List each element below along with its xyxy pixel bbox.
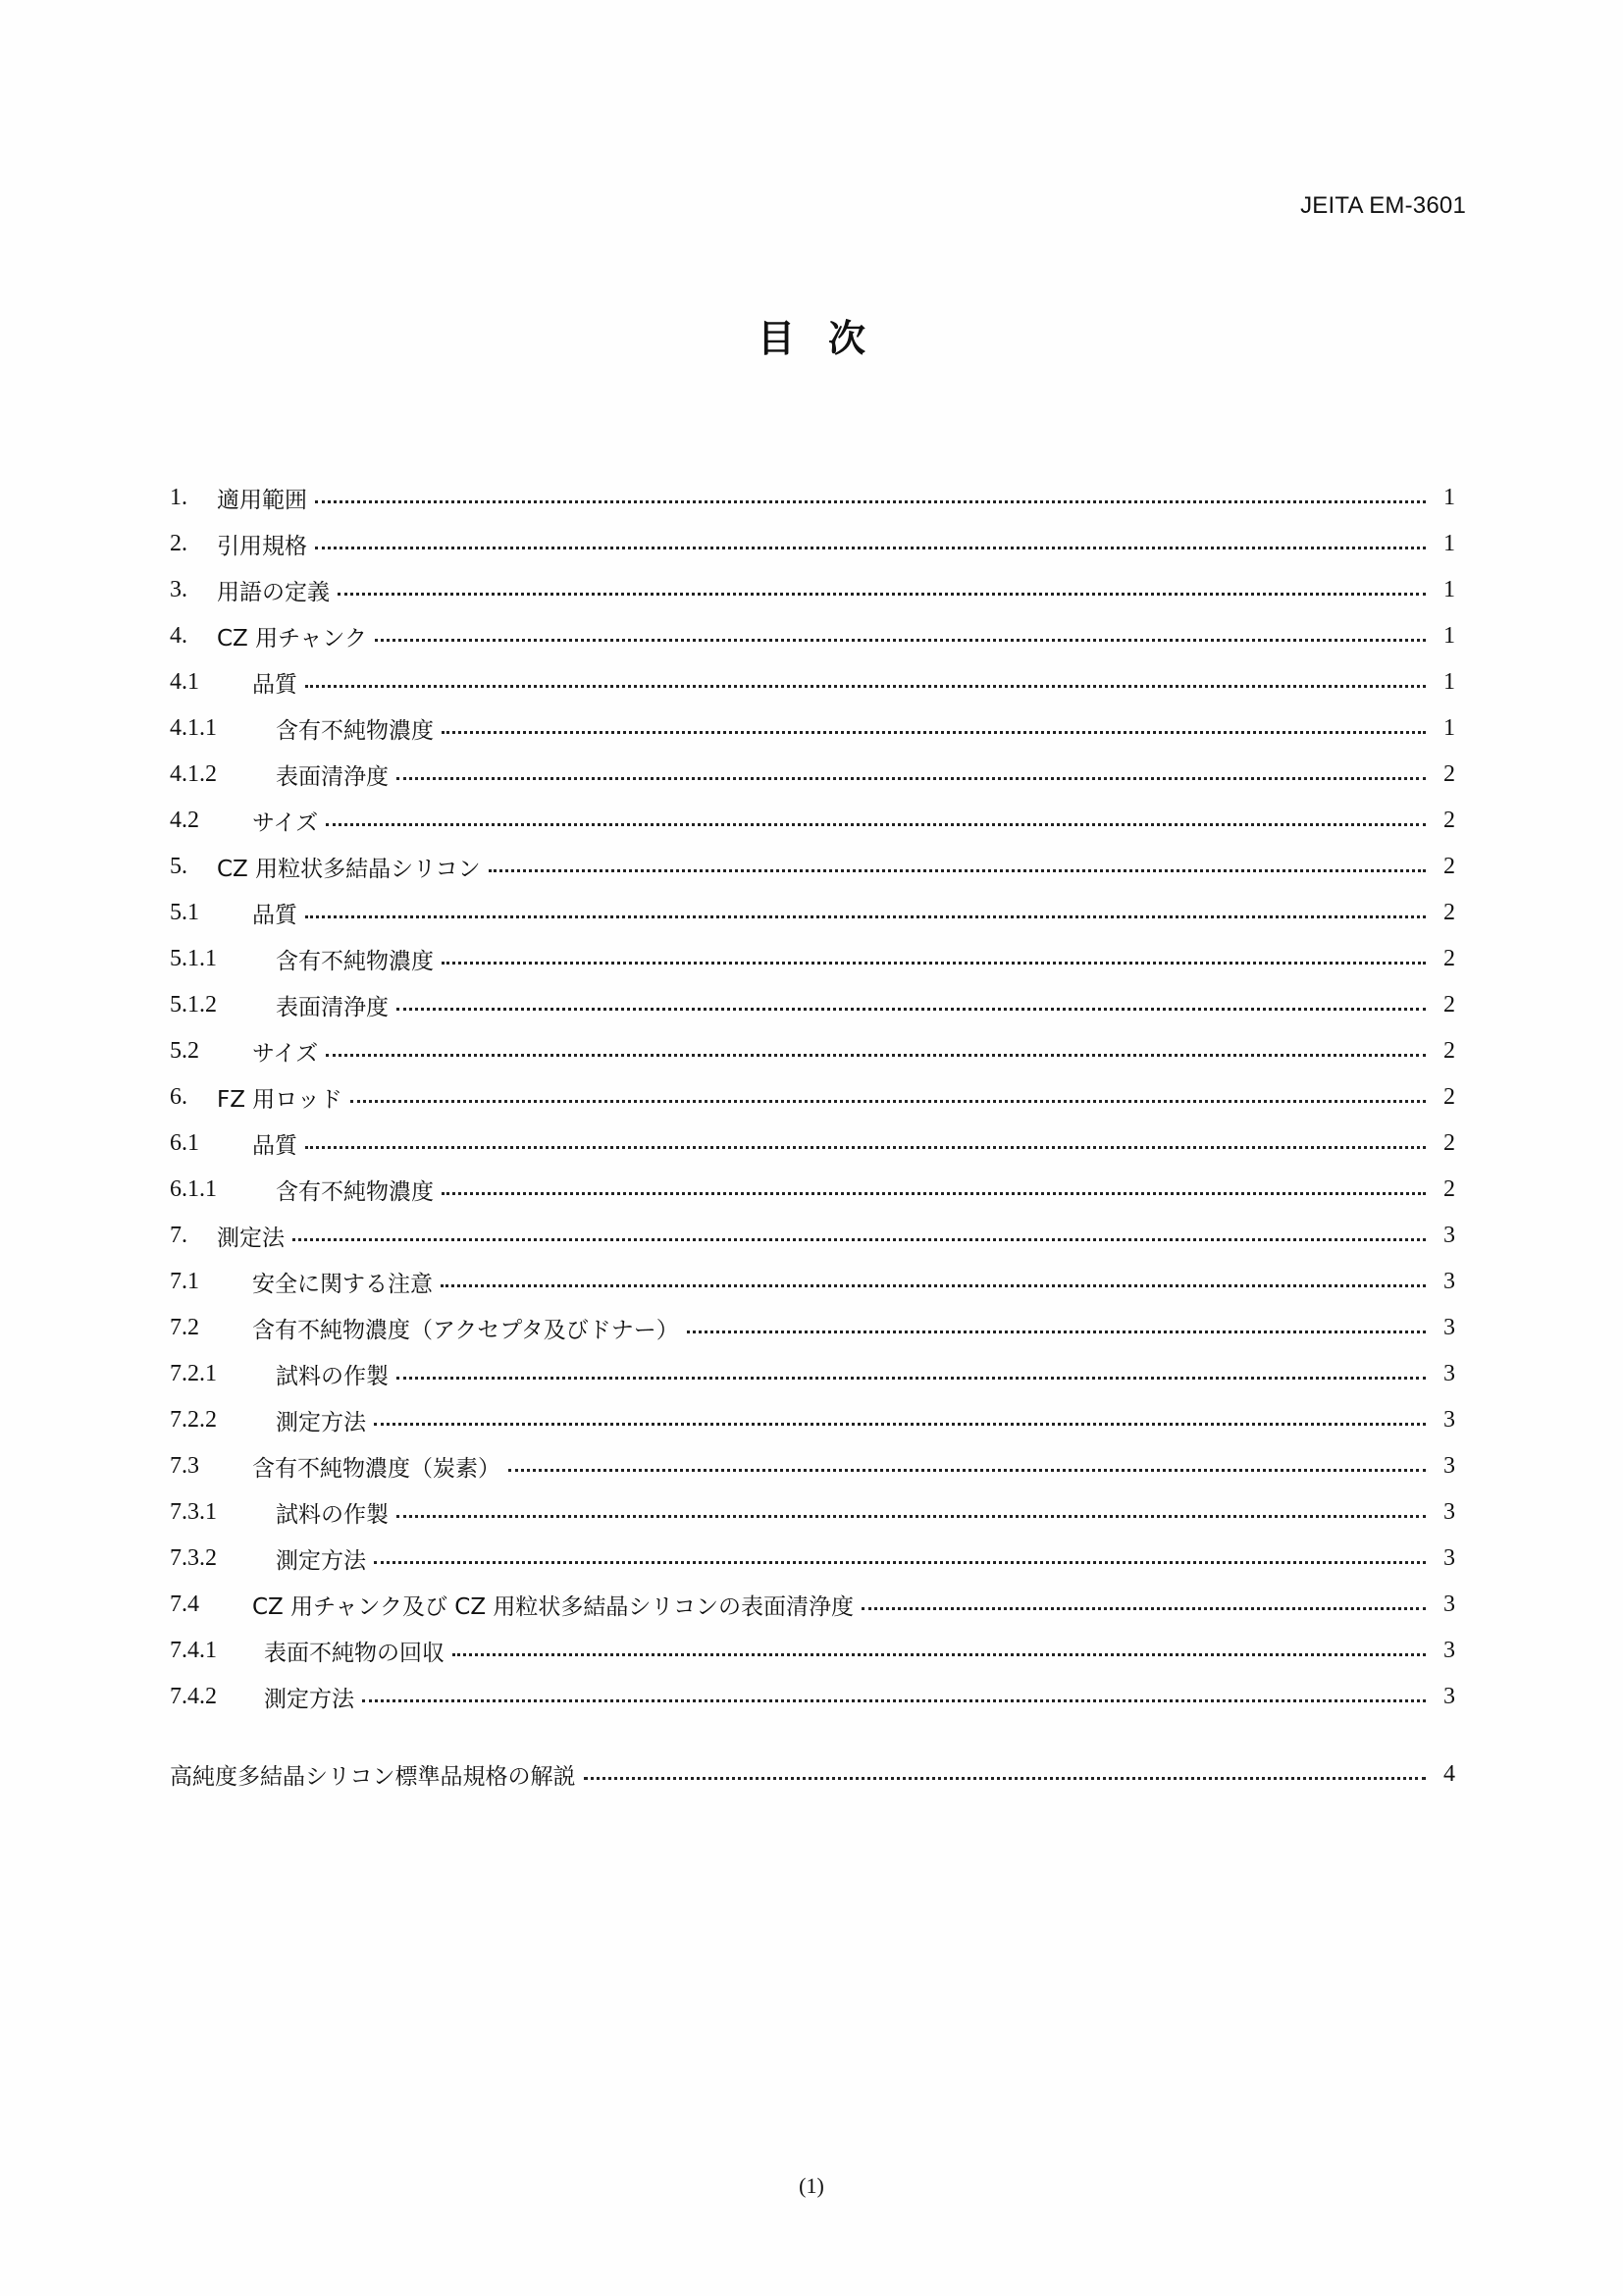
toc-leader-dots [375,637,1426,642]
table-of-contents [170,475,1455,1798]
toc-entry-number: 5.1.2 [170,992,217,1018]
toc-entry [170,1443,1455,1489]
toc-entry-number: 6.1.1 [170,1176,217,1202]
toc-entry-page: 2 [1443,854,1455,879]
toc-entry-page: 3 [1443,1453,1455,1479]
toc-entry-label: CZ 用チャンク [217,626,367,652]
toc-entry-number: 4.1 [170,669,199,695]
toc-entry-number: 7.3.2 [170,1545,217,1571]
toc-spacer [170,1720,1455,1751]
toc-leader-dots [862,1605,1426,1610]
toc-entry [170,752,1455,798]
toc-entry-number: 4.2 [170,808,199,833]
toc-entry [170,1397,1455,1443]
toc-entry-page: 1 [1443,715,1455,741]
toc-entry-number: 7. [170,1223,187,1248]
toc-entry-page: 2 [1443,1038,1455,1064]
toc-entry-number: 7.2.2 [170,1407,217,1433]
toc-entry [170,1074,1455,1121]
toc-entry-label: FZ 用ロッド [217,1087,342,1113]
toc-leader-dots [442,729,1426,734]
toc-entry [170,1536,1455,1582]
toc-entry-label: 測定法 [217,1226,285,1251]
toc-entry-number: 3. [170,577,187,602]
toc-entry [170,1489,1455,1536]
toc-entry [170,567,1455,613]
toc-entry-label: 用語の定義 [217,580,330,605]
toc-entry-label: 安全に関する注意 [252,1272,433,1297]
toc-entry [170,1028,1455,1074]
toc-entry-page: 3 [1443,1315,1455,1340]
toc-entry-page: 2 [1443,761,1455,787]
toc-leader-dots [292,1236,1426,1241]
toc-leader-dots [584,1775,1426,1780]
toc-leader-dots [396,1006,1426,1011]
toc-entry-label: 引用規格 [217,534,307,559]
toc-entry [170,521,1455,567]
toc-entry [170,705,1455,752]
toc-entry-label: 品質 [252,903,297,928]
toc-entry-label: サイズ [252,810,319,836]
toc-leader-dots [489,867,1426,872]
toc-entry-number: 7.4.1 [170,1638,217,1663]
toc-entry-number: 4.1.2 [170,761,217,787]
toc-leader-dots [508,1467,1426,1472]
toc-leader-dots [687,1329,1426,1333]
toc-entry-number: 1. [170,485,187,510]
toc-leader-dots [350,1098,1426,1103]
toc-leader-dots [338,591,1426,596]
toc-leader-dots [374,1421,1426,1426]
page-title: 目次 [757,317,899,360]
toc-entry-label: 含有不純物濃度（アクセプタ及びドナー） [252,1318,679,1343]
toc-leader-dots [326,821,1426,826]
toc-entry-page: 4 [1443,1761,1455,1787]
toc-entry-page: 2 [1443,946,1455,971]
toc-entry-number: 6. [170,1084,187,1110]
toc-entry [170,844,1455,890]
document-id: JEITA EM-3601 [1300,192,1466,219]
toc-entry-page: 2 [1443,1176,1455,1202]
toc-entry-page: 3 [1443,1638,1455,1663]
toc-leader-dots [452,1651,1426,1656]
toc-entry [170,1351,1455,1397]
toc-entry-number: 7.4.2 [170,1684,217,1709]
toc-entry [170,1167,1455,1213]
toc-entry-number: 7.3 [170,1453,199,1479]
toc-entry-label: 含有不純物濃度（炭素） [252,1456,500,1482]
toc-entry-number: 4.1.1 [170,715,217,741]
toc-entry-number: 5.2 [170,1038,199,1064]
toc-entry-label: 高純度多結晶シリコン標準品規格の解説 [170,1764,576,1790]
toc-leader-dots [315,498,1426,503]
toc-entry-page: 2 [1443,1130,1455,1156]
page-number: (1) [799,2173,824,2198]
toc-entry-label: 含有不純物濃度 [276,949,434,974]
toc-entry [170,1259,1455,1305]
toc-entry-page: 1 [1443,577,1455,602]
toc-entry [170,1674,1455,1720]
toc-leader-dots [374,1559,1426,1564]
toc-entry-number: 7.1 [170,1269,199,1294]
toc-leader-dots [396,775,1426,780]
toc-entry [170,1305,1455,1351]
toc-entry-label: 含有不純物濃度 [276,718,434,744]
toc-entry-number: 7.2.1 [170,1361,217,1386]
toc-entry-page: 1 [1443,669,1455,695]
toc-entry-number: 7.3.1 [170,1499,217,1525]
toc-entry-label: CZ 用粒状多結晶シリコン [217,857,481,882]
toc-leader-dots [442,1190,1426,1195]
toc-leader-dots [315,545,1426,549]
toc-entry-number: 5.1 [170,900,199,925]
toc-entry-number: 7.4 [170,1592,199,1617]
toc-entry-page: 1 [1443,485,1455,510]
toc-entry-label: 試料の作製 [276,1364,389,1389]
toc-entry [170,890,1455,936]
toc-entry-number: 7.2 [170,1315,199,1340]
toc-entry [170,613,1455,659]
toc-entry-label: サイズ [252,1041,319,1067]
toc-entry-page: 1 [1443,531,1455,556]
toc-entry [170,1121,1455,1167]
toc-entry [170,1213,1455,1259]
toc-entry-page: 3 [1443,1223,1455,1248]
toc-leader-dots [396,1513,1426,1518]
toc-entry-page: 3 [1443,1684,1455,1709]
toc-entry-label: 測定方法 [276,1410,366,1435]
toc-entry-label: CZ 用チャンク及び CZ 用粒状多結晶シリコンの表面清浄度 [252,1594,854,1620]
toc-entry-page: 3 [1443,1361,1455,1386]
toc-entry-page: 3 [1443,1499,1455,1525]
toc-entry [170,659,1455,705]
toc-entry-page: 1 [1443,623,1455,649]
toc-entry-label: 含有不純物濃度 [276,1179,434,1205]
toc-entry [170,1628,1455,1674]
toc-entry-label: 試料の作製 [276,1502,389,1528]
toc-leader-dots [305,683,1426,688]
toc-entry-page: 2 [1443,808,1455,833]
toc-entry-label: 表面清浄度 [276,764,389,790]
toc-entry-number: 5.1.1 [170,946,217,971]
toc-entry-label: 品質 [252,672,297,698]
toc-leader-dots [362,1697,1426,1702]
toc-entry-page: 3 [1443,1545,1455,1571]
toc-entry-number: 2. [170,531,187,556]
toc-entry-label: 表面不純物の回収 [264,1641,445,1666]
toc-entry-commentary [170,1751,1455,1798]
toc-entry-number: 4. [170,623,187,649]
toc-entry-page: 2 [1443,1084,1455,1110]
toc-entry [170,936,1455,982]
toc-entry-label: 適用範囲 [217,488,307,513]
toc-entry-label: 測定方法 [264,1687,354,1712]
toc-leader-dots [305,913,1426,918]
toc-entry [170,798,1455,844]
toc-entry [170,1582,1455,1628]
toc-entry-number: 5. [170,854,187,879]
toc-leader-dots [396,1375,1426,1380]
toc-entry-number: 6.1 [170,1130,199,1156]
toc-entry-label: 表面清浄度 [276,995,389,1020]
toc-entry [170,982,1455,1028]
toc-entry-label: 測定方法 [276,1548,366,1574]
toc-leader-dots [441,1282,1426,1287]
toc-entry-page: 2 [1443,900,1455,925]
toc-entry-page: 3 [1443,1407,1455,1433]
toc-entry-label: 品質 [252,1133,297,1159]
toc-leader-dots [442,960,1426,965]
toc-entry-page: 3 [1443,1592,1455,1617]
toc-entry-page: 3 [1443,1269,1455,1294]
toc-leader-dots [305,1144,1426,1149]
toc-entry [170,475,1455,521]
toc-entry-page: 2 [1443,992,1455,1018]
toc-leader-dots [326,1052,1426,1057]
